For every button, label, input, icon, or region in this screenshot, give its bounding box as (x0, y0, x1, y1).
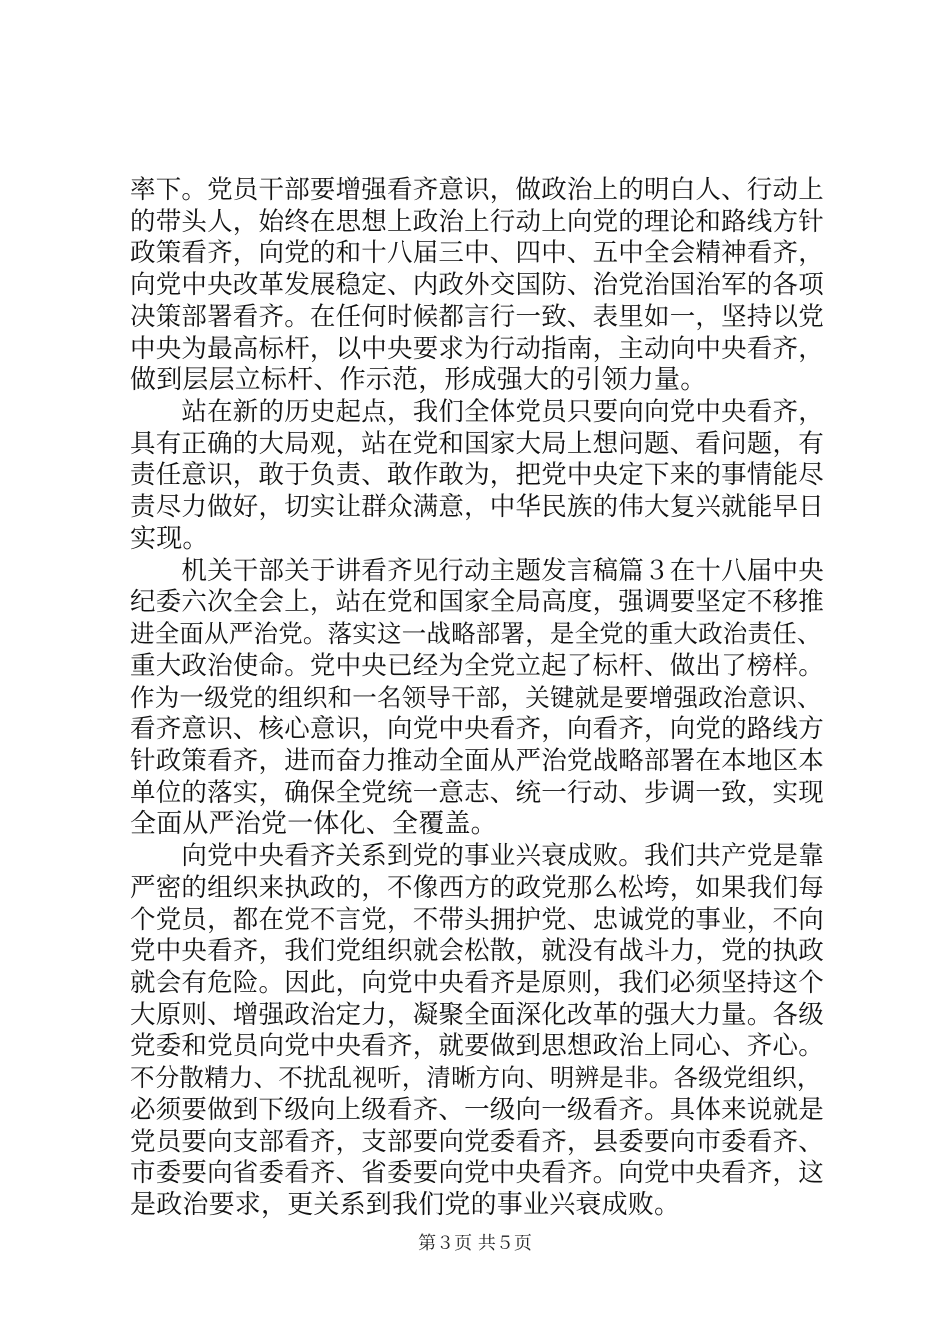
body-text-line: 是政治要求，更关系到我们党的事业兴衰成败。 (130, 1190, 681, 1220)
body-text-line: 责任意识，敢于负责、敢作敢为，把党中央定下来的事情能尽 (130, 460, 824, 490)
body-text-line: 市委要向省委看齐、省委要向党中央看齐。向党中央看齐，这 (130, 1158, 824, 1188)
body-text-line: 单位的落实，确保全党统一意志、统一行动、步调一致，实现 (130, 778, 824, 808)
body-text-line: 机关干部关于讲看齐见行动主题发言稿篇３在十八届中央 (130, 556, 824, 586)
body-text-line: 政策看齐，向党的和十八届三中、四中、五中全会精神看齐， (130, 238, 824, 268)
body-text-line: 必须要做到下级向上级看齐、一级向一级看齐。具体来说就是 (130, 1095, 824, 1125)
body-text-line: 率下。党员干部要增强看齐意识，做政治上的明白人、行动上 (130, 175, 824, 205)
body-text-line: 个党员，都在党不言党，不带头拥护党、忠诚党的事业，不向 (130, 905, 824, 935)
body-text-line: 站在新的历史起点，我们全体党员只要向向党中央看齐， (130, 397, 824, 427)
body-text-line: 党委和党员向党中央看齐，就要做到思想政治上同心、齐心。 (130, 1031, 824, 1061)
body-text-line: 重大政治使命。党中央已经为全党立起了标杆、做出了榜样。 (130, 651, 824, 681)
body-text-line: 实现。 (130, 524, 209, 554)
body-text-line: 看齐意识、核心意识，向党中央看齐，向看齐，向党的路线方 (130, 714, 824, 744)
body-text-line: 全面从严治党一体化、全覆盖。 (130, 809, 497, 839)
body-text-line: 决策部署看齐。在任何时候都言行一致、表里如一，坚持以党 (130, 302, 824, 332)
body-text-line: 做到层层立标杆、作示范，形成强大的引领力量。 (130, 365, 707, 395)
body-text-line: 具有正确的大局观，站在党和国家大局上想问题、看问题，有 (130, 429, 824, 459)
body-text-line: 大原则、增强政治定力，凝聚全面深化改革的强大力量。各级 (130, 1000, 824, 1030)
body-text-line: 党中央看齐，我们党组织就会松散，就没有战斗力，党的执政 (130, 936, 824, 966)
body-text-line: 进全面从严治党。落实这一战略部署，是全党的重大政治责任、 (130, 619, 822, 648)
body-text-line: 严密的组织来执政的，不像西方的政党那么松垮，如果我们每 (130, 873, 824, 903)
page-number-footer: 第３页 共５页 (418, 1233, 532, 1254)
body-text-line: 党员要向支部看齐，支部要向党委看齐，县委要向市委看齐、 (130, 1127, 824, 1157)
body-text-line: 向党中央看齐关系到党的事业兴衰成败。我们共产党是靠 (130, 841, 824, 871)
body-text-line: 纪委六次全会上，站在党和国家全局高度，强调要坚定不移推 (130, 587, 824, 617)
body-text-line: 的带头人，始终在思想上政治上行动上向党的理论和路线方针 (130, 207, 824, 237)
body-text-line: 向党中央改革发展稳定、内政外交国防、治党治国治军的各项 (130, 270, 824, 300)
body-text-line: 作为一级党的组织和一名领导干部，关键就是要增强政治意识、 (130, 683, 822, 712)
body-text-line: 就会有危险。因此，向党中央看齐是原则，我们必须坚持这个 (130, 968, 824, 998)
body-text-line: 不分散精力、不扰乱视听，清晰方向、明辨是非。各级党组织， (130, 1063, 822, 1092)
body-text-line: 责尽力做好，切实让群众满意，中华民族的伟大复兴就能早日 (130, 492, 824, 522)
body-text-line: 针政策看齐，进而奋力推动全面从严治党战略部署在本地区本 (130, 746, 824, 776)
body-text-line: 中央为最高标杆，以中央要求为行动指南，主动向中央看齐， (130, 334, 824, 364)
